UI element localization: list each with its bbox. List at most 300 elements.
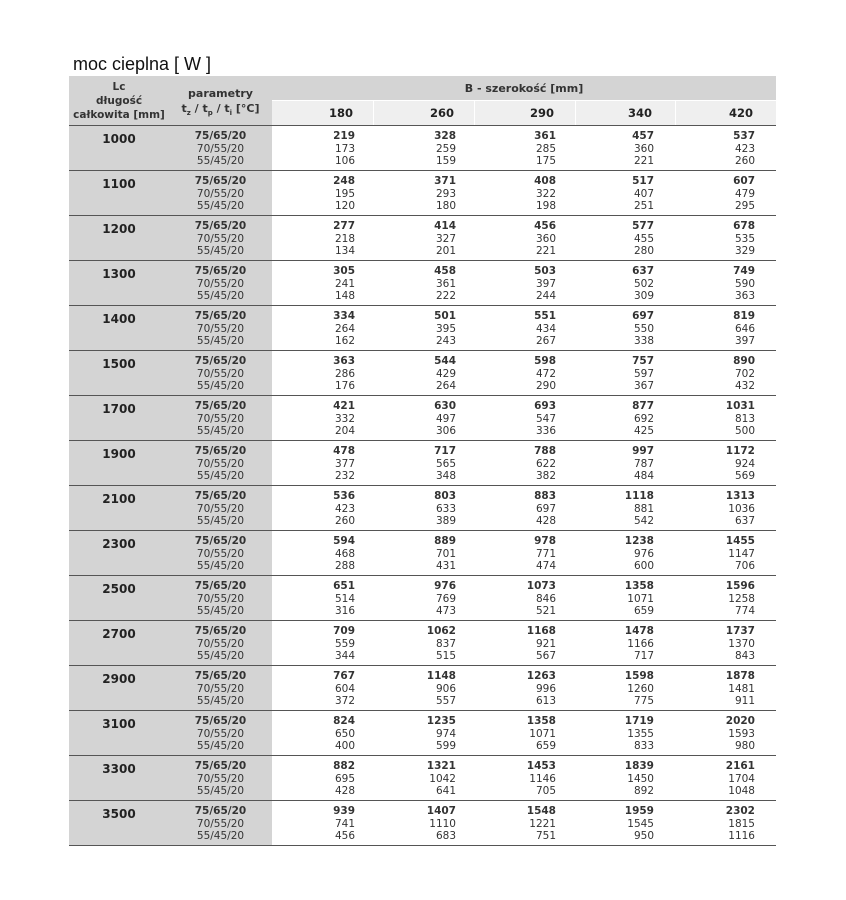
value-cell: 159	[435, 155, 456, 168]
value-cell: 162	[334, 335, 355, 348]
value-cell: 976	[633, 547, 654, 560]
value-cell: 429	[435, 367, 456, 380]
parameter-cell: 70/55/20	[196, 322, 245, 335]
parameter-cell: 70/55/20	[196, 277, 245, 290]
value-cell: 338	[633, 335, 654, 348]
value-cell: 456	[334, 830, 355, 843]
table-row-group	[69, 621, 776, 666]
value-cell: 695	[334, 772, 355, 785]
length-cell: 2700	[102, 627, 136, 641]
value-cell: 280	[633, 245, 654, 258]
value-cell: 769	[435, 592, 456, 605]
value-cell: 1737	[725, 625, 755, 637]
length-cell: 1200	[102, 222, 136, 236]
value-cell: 650	[334, 727, 355, 740]
value-cell: 501	[434, 310, 456, 322]
value-cell: 425	[633, 425, 654, 438]
value-cell: 939	[333, 805, 355, 817]
value-cell: 241	[334, 277, 355, 290]
parameter-cell: 75/65/20	[194, 535, 247, 547]
value-cell: 423	[734, 142, 755, 155]
value-cell: 1062	[426, 625, 456, 637]
value-cell: 361	[435, 277, 456, 290]
value-cell: 309	[633, 290, 654, 303]
value-cell: 646	[734, 322, 755, 335]
table-row-group	[69, 126, 776, 171]
table-row-group	[69, 711, 776, 756]
value-cell: 1593	[728, 727, 755, 740]
value-cell: 613	[535, 695, 556, 708]
value-cell: 288	[334, 560, 355, 573]
parameter-cell: 55/45/20	[196, 785, 245, 798]
value-cell: 1598	[624, 670, 654, 682]
length-cell: 1700	[102, 402, 136, 416]
value-cell: 305	[333, 265, 355, 277]
value-cell: 407	[633, 187, 654, 200]
parameters-header-title: parametry	[188, 87, 253, 100]
value-cell: 423	[334, 502, 355, 515]
value-cell: 1048	[728, 785, 755, 798]
value-cell: 176	[334, 380, 355, 393]
value-cell: 787	[633, 457, 654, 470]
value-cell: 198	[535, 200, 556, 213]
value-cell: 457	[632, 130, 654, 142]
length-cell: 1100	[102, 177, 136, 191]
value-cell: 597	[633, 367, 654, 380]
value-cell: 334	[333, 310, 355, 322]
value-cell: 2020	[725, 715, 755, 727]
parameter-cell: 70/55/20	[196, 502, 245, 515]
value-cell: 1260	[627, 682, 654, 695]
table-row-group	[69, 396, 776, 441]
value-cell: 389	[435, 515, 456, 528]
value-cell: 428	[334, 785, 355, 798]
parameter-cell: 70/55/20	[196, 187, 245, 200]
value-cell: 500	[734, 425, 755, 438]
table-row-group	[69, 531, 776, 576]
value-cell: 813	[734, 412, 755, 425]
value-cell: 1116	[728, 830, 755, 843]
table-row-group	[69, 261, 776, 306]
value-cell: 327	[435, 232, 456, 245]
parameter-cell: 75/65/20	[194, 490, 247, 502]
value-cell: 1166	[627, 637, 654, 650]
value-cell: 683	[435, 830, 456, 843]
value-cell: 260	[334, 515, 355, 528]
value-cell: 837	[435, 637, 456, 650]
value-cell: 421	[333, 400, 355, 412]
value-cell: 1238	[624, 535, 654, 547]
value-cell: 717	[633, 650, 654, 663]
lc-header-line: Lc	[112, 81, 126, 93]
value-cell: 455	[633, 232, 654, 245]
parameter-cell: 55/45/20	[196, 425, 245, 438]
value-cell: 630	[434, 400, 456, 412]
value-cell: 1321	[426, 760, 456, 772]
value-cell: 637	[734, 515, 755, 528]
value-cell: 222	[435, 290, 456, 303]
parameter-cell: 70/55/20	[196, 592, 245, 605]
value-cell: 363	[333, 355, 355, 367]
parameter-cell: 55/45/20	[196, 335, 245, 348]
value-cell: 173	[334, 142, 355, 155]
table-row-group	[69, 216, 776, 261]
value-cell: 535	[734, 232, 755, 245]
value-cell: 567	[535, 650, 556, 663]
value-cell: 976	[434, 580, 456, 592]
value-cell: 251	[633, 200, 654, 213]
value-cell: 1036	[728, 502, 755, 515]
value-cell: 600	[633, 560, 654, 573]
value-cell: 980	[734, 740, 755, 753]
value-cell: 1815	[728, 817, 755, 830]
value-cell: 1358	[526, 715, 556, 727]
value-cell: 348	[435, 470, 456, 483]
length-cell: 1000	[102, 132, 136, 146]
value-cell: 890	[733, 355, 755, 367]
value-cell: 221	[535, 245, 556, 258]
value-cell: 134	[334, 245, 355, 258]
value-cell: 1358	[624, 580, 654, 592]
value-cell: 428	[535, 515, 556, 528]
value-cell: 542	[633, 515, 654, 528]
table-title: moc cieplna [ W ]	[73, 54, 212, 74]
value-cell: 328	[434, 130, 456, 142]
table-row-group	[69, 756, 776, 801]
value-cell: 1168	[526, 625, 556, 637]
value-cell: 577	[632, 220, 654, 232]
parameter-cell: 55/45/20	[196, 380, 245, 393]
value-cell: 458	[434, 265, 456, 277]
value-cell: 1148	[426, 670, 456, 682]
table-row-group	[69, 171, 776, 216]
value-cell: 678	[733, 220, 755, 232]
parameter-cell: 55/45/20	[196, 200, 245, 213]
value-cell: 1071	[529, 727, 556, 740]
value-cell: 633	[435, 502, 456, 515]
value-cell: 565	[435, 457, 456, 470]
value-cell: 557	[435, 695, 456, 708]
value-cell: 1839	[624, 760, 654, 772]
value-cell: 741	[334, 817, 355, 830]
parameter-cell: 75/65/20	[194, 760, 247, 772]
parameter-cell: 70/55/20	[196, 547, 245, 560]
value-cell: 1042	[429, 772, 456, 785]
value-cell: 219	[333, 130, 355, 142]
value-cell: 204	[334, 425, 355, 438]
value-cell: 397	[734, 335, 755, 348]
value-cell: 484	[633, 470, 654, 483]
value-cell: 757	[632, 355, 654, 367]
width-column-header: 290	[529, 106, 554, 120]
value-cell: 709	[333, 625, 355, 637]
value-cell: 924	[734, 457, 755, 470]
parameter-cell: 55/45/20	[196, 560, 245, 573]
value-cell: 1878	[725, 670, 755, 682]
value-cell: 195	[334, 187, 355, 200]
value-cell: 148	[334, 290, 355, 303]
parameter-cell: 70/55/20	[196, 682, 245, 695]
value-cell: 702	[734, 367, 755, 380]
value-cell: 260	[734, 155, 755, 168]
value-cell: 843	[734, 650, 755, 663]
value-cell: 536	[333, 490, 355, 502]
parameter-cell: 55/45/20	[196, 830, 245, 843]
value-cell: 590	[734, 277, 755, 290]
parameter-cell: 70/55/20	[196, 772, 245, 785]
parameter-cell: 75/65/20	[194, 220, 247, 232]
value-cell: 846	[535, 592, 556, 605]
value-cell: 751	[535, 830, 556, 843]
parameter-cell: 55/45/20	[196, 155, 245, 168]
value-cell: 659	[535, 740, 556, 753]
value-cell: 1258	[728, 592, 755, 605]
width-column-header: 420	[728, 106, 753, 120]
value-cell: 432	[734, 380, 755, 393]
value-cell: 434	[535, 322, 556, 335]
value-cell: 395	[435, 322, 456, 335]
value-cell: 906	[435, 682, 456, 695]
table-row-group	[69, 486, 776, 531]
value-cell: 382	[535, 470, 556, 483]
value-cell: 1313	[725, 490, 755, 502]
parameter-cell: 70/55/20	[196, 727, 245, 740]
value-cell: 659	[633, 605, 654, 618]
value-cell: 2161	[725, 760, 755, 772]
value-cell: 921	[535, 637, 556, 650]
value-cell: 544	[434, 355, 456, 367]
value-cell: 697	[632, 310, 654, 322]
value-cell: 767	[333, 670, 355, 682]
value-cell: 1455	[725, 535, 755, 547]
value-cell: 1355	[627, 727, 654, 740]
value-cell: 1370	[728, 637, 755, 650]
value-cell: 996	[535, 682, 556, 695]
parameter-cell: 75/65/20	[194, 805, 247, 817]
value-cell: 607	[733, 175, 755, 187]
length-cell: 1500	[102, 357, 136, 371]
value-cell: 833	[633, 740, 654, 753]
value-cell: 322	[535, 187, 556, 200]
width-column-header: 180	[328, 106, 353, 120]
value-cell: 332	[334, 412, 355, 425]
parameter-cell: 55/45/20	[196, 695, 245, 708]
table-row-group	[69, 306, 776, 351]
heat-output-table	[69, 76, 776, 846]
value-cell: 515	[435, 650, 456, 663]
value-cell: 882	[333, 760, 355, 772]
value-cell: 788	[534, 445, 556, 457]
value-cell: 1172	[725, 445, 755, 457]
value-cell: 774	[734, 605, 755, 618]
value-cell: 1031	[725, 400, 755, 412]
parameter-cell: 75/65/20	[194, 265, 247, 277]
value-cell: 514	[334, 592, 355, 605]
value-cell: 218	[334, 232, 355, 245]
value-cell: 306	[435, 425, 456, 438]
value-cell: 537	[733, 130, 755, 142]
value-cell: 377	[334, 457, 355, 470]
length-cell: 1900	[102, 447, 136, 461]
parameter-cell: 75/65/20	[194, 355, 247, 367]
value-cell: 1110	[429, 817, 456, 830]
value-cell: 397	[535, 277, 556, 290]
parameter-cell: 75/65/20	[194, 625, 247, 637]
value-cell: 360	[633, 142, 654, 155]
value-cell: 1221	[529, 817, 556, 830]
value-cell: 692	[633, 412, 654, 425]
lc-column-header	[69, 80, 169, 122]
parameter-cell: 70/55/20	[196, 457, 245, 470]
value-cell: 2302	[725, 805, 755, 817]
value-cell: 598	[534, 355, 556, 367]
value-cell: 911	[734, 695, 755, 708]
lc-header-line: długość	[95, 95, 143, 107]
value-cell: 693	[534, 400, 556, 412]
value-cell: 819	[733, 310, 755, 322]
length-cell: 2300	[102, 537, 136, 551]
value-cell: 175	[535, 155, 556, 168]
table-row-group	[69, 666, 776, 711]
value-cell: 547	[535, 412, 556, 425]
width-group-header: B - szerokość [mm]	[464, 82, 584, 95]
value-cell: 604	[334, 682, 355, 695]
length-cell: 3300	[102, 762, 136, 776]
parameter-cell: 70/55/20	[196, 637, 245, 650]
value-cell: 892	[633, 785, 654, 798]
value-cell: 244	[535, 290, 556, 303]
parameter-cell: 75/65/20	[194, 580, 247, 592]
value-cell: 259	[435, 142, 456, 155]
value-cell: 1704	[728, 772, 755, 785]
value-cell: 521	[535, 605, 556, 618]
value-cell: 881	[633, 502, 654, 515]
value-cell: 1146	[529, 772, 556, 785]
value-cell: 408	[534, 175, 556, 187]
value-cell: 361	[534, 130, 556, 142]
value-cell: 651	[333, 580, 355, 592]
value-cell: 180	[435, 200, 456, 213]
value-cell: 803	[434, 490, 456, 502]
table-row-group	[69, 351, 776, 396]
value-cell: 889	[434, 535, 456, 547]
value-cell: 106	[334, 155, 355, 168]
value-cell: 1545	[627, 817, 654, 830]
width-column-header: 260	[429, 106, 454, 120]
value-cell: 1263	[526, 670, 556, 682]
parameter-cell: 55/45/20	[196, 650, 245, 663]
value-cell: 1073	[526, 580, 556, 592]
length-cell: 2500	[102, 582, 136, 596]
value-cell: 749	[733, 265, 755, 277]
value-cell: 472	[535, 367, 556, 380]
value-cell: 316	[334, 605, 355, 618]
value-cell: 824	[333, 715, 355, 727]
parameter-cell: 75/65/20	[194, 310, 247, 322]
value-cell: 363	[734, 290, 755, 303]
value-cell: 883	[534, 490, 556, 502]
value-cell: 706	[734, 560, 755, 573]
value-cell: 701	[435, 547, 456, 560]
value-cell: 277	[333, 220, 355, 232]
parameter-cell: 70/55/20	[196, 142, 245, 155]
value-cell: 637	[632, 265, 654, 277]
parameter-cell: 55/45/20	[196, 245, 245, 258]
value-cell: 400	[334, 740, 355, 753]
value-cell: 372	[334, 695, 355, 708]
parameter-cell: 70/55/20	[196, 367, 245, 380]
value-cell: 295	[734, 200, 755, 213]
length-cell: 1400	[102, 312, 136, 326]
value-cell: 622	[535, 457, 556, 470]
value-cell: 594	[333, 535, 355, 547]
parameter-cell: 70/55/20	[196, 412, 245, 425]
table-row-group	[69, 441, 776, 486]
value-cell: 775	[633, 695, 654, 708]
table-row-group	[69, 801, 776, 846]
length-cell: 3100	[102, 717, 136, 731]
value-cell: 974	[435, 727, 456, 740]
value-cell: 641	[435, 785, 456, 798]
value-cell: 243	[435, 335, 456, 348]
value-cell: 248	[333, 175, 355, 187]
value-cell: 367	[633, 380, 654, 393]
value-cell: 1071	[627, 592, 654, 605]
value-cell: 950	[633, 830, 654, 843]
parameter-cell: 75/65/20	[194, 670, 247, 682]
value-cell: 479	[734, 187, 755, 200]
value-cell: 1147	[728, 547, 755, 560]
value-cell: 559	[334, 637, 355, 650]
value-cell: 414	[434, 220, 456, 232]
value-cell: 717	[434, 445, 456, 457]
value-cell: 221	[633, 155, 654, 168]
value-cell: 473	[435, 605, 456, 618]
value-cell: 232	[334, 470, 355, 483]
value-cell: 336	[535, 425, 556, 438]
table-header	[69, 76, 776, 126]
value-cell: 502	[633, 277, 654, 290]
value-cell: 697	[535, 502, 556, 515]
parameter-cell: 55/45/20	[196, 515, 245, 528]
value-cell: 201	[435, 245, 456, 258]
value-cell: 997	[632, 445, 654, 457]
value-cell: 1235	[426, 715, 456, 727]
value-cell: 1959	[624, 805, 654, 817]
value-cell: 1596	[725, 580, 755, 592]
value-cell: 468	[334, 547, 355, 560]
value-cell: 1481	[728, 682, 755, 695]
value-cell: 517	[632, 175, 654, 187]
value-cell: 1453	[526, 760, 556, 772]
value-cell: 497	[435, 412, 456, 425]
parameters-header-units: $t_z / t_p / t_i$ [°C]	[181, 102, 260, 118]
lc-header-line: całkowita [mm]	[73, 109, 165, 121]
value-cell: 329	[734, 245, 755, 258]
parameter-cell: 55/45/20	[196, 290, 245, 303]
value-cell: 344	[334, 650, 355, 663]
value-cell: 371	[434, 175, 456, 187]
value-cell: 1407	[426, 805, 456, 817]
parameter-cell: 75/65/20	[194, 445, 247, 457]
value-cell: 551	[534, 310, 556, 322]
parameters-column-header	[169, 86, 272, 121]
table-row-group	[69, 576, 776, 621]
value-cell: 290	[535, 380, 556, 393]
value-cell: 1548	[526, 805, 556, 817]
length-cell: 3500	[102, 807, 136, 821]
length-cell: 1300	[102, 267, 136, 281]
